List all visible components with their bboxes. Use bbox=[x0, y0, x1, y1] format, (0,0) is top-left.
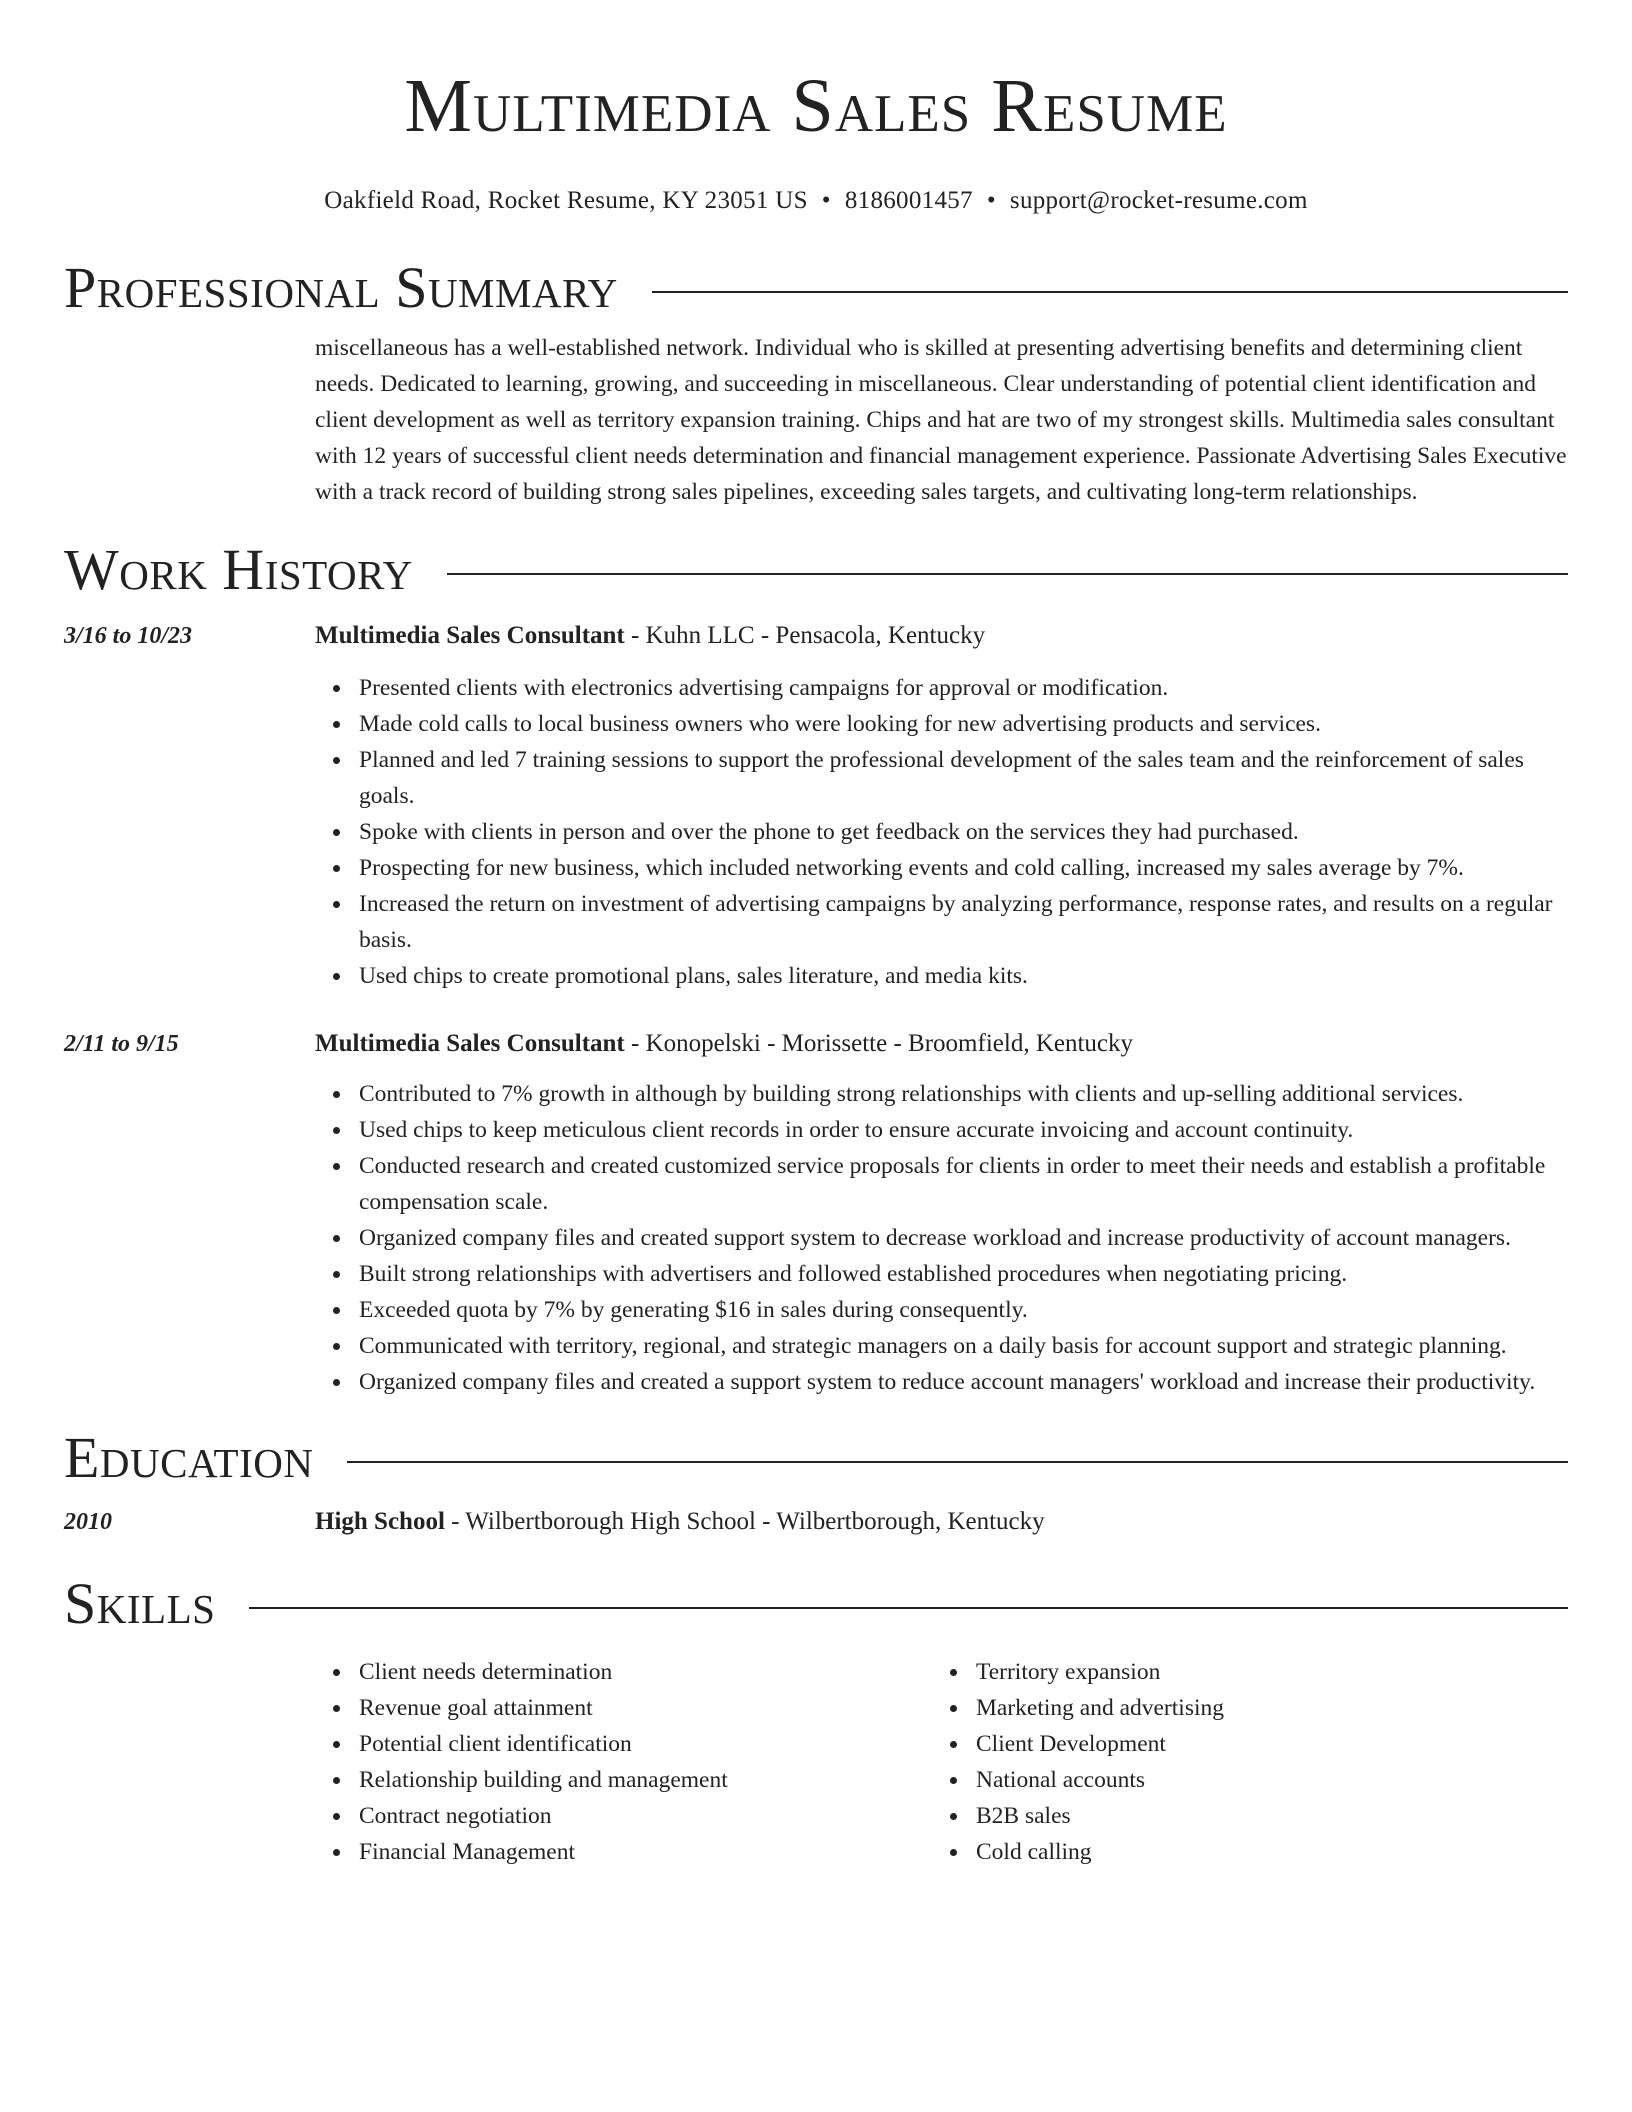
job-bullets bbox=[64, 670, 1568, 994]
resume-title: Multimedia Sales Resume bbox=[404, 64, 1228, 148]
contact-separator: • bbox=[986, 187, 996, 214]
summary-text: miscellaneous has a well-established network. Individual who is skilled at presenting advertising benefits and determining client needs. Dedicated to learning, growing, and succeeding in miscellaneous. Clear understanding of potential client identification and client development as well as territory expansion training. Chips and hat are two of my strongest skills. Multimedia sales consultant with 12 years of successful client needs determination and financial management experience. Passionate Advertising Sales Executive with a track record of building strong sales pipelines, exceeding sales targets, and cultivating long-term relationships. bbox=[315, 335, 1567, 505]
contact-phone: 8186001457 bbox=[844, 187, 973, 214]
list-item: Used chips to create promotional plans, sales literature, and media kits. bbox=[359, 958, 1568, 994]
education-details: - Wilbertborough High School - Wilbertborough, Kentucky bbox=[444, 1508, 1045, 1535]
skills-section-header bbox=[64, 1568, 1568, 1640]
list-item: Organized company files and created support system to decrease workload and increase productivity of account managers. bbox=[359, 1220, 1568, 1256]
job-title: Multimedia Sales Consultant bbox=[315, 622, 625, 649]
list-item: Exceeded quota by 7% by generating $16 in sales during consequently. bbox=[359, 1292, 1568, 1328]
section-divider bbox=[347, 1461, 1568, 1463]
section-divider bbox=[447, 573, 1568, 575]
education-section-header bbox=[64, 1422, 1568, 1494]
skill-item: Revenue goal attainment bbox=[359, 1690, 932, 1726]
skill-item: Cold calling bbox=[976, 1834, 1549, 1870]
section-divider bbox=[249, 1607, 1568, 1609]
list-item: Planned and led 7 training sessions to support the professional development of the sales team and the reinforcement of sales goals. bbox=[359, 742, 1568, 814]
skill-item: Financial Management bbox=[359, 1834, 932, 1870]
job-entry bbox=[64, 616, 1568, 994]
list-item: Made cold calls to local business owners who were looking for new advertising products and services. bbox=[359, 706, 1568, 742]
contact-address: Oakfield Road, Rocket Resume, KY 23051 US bbox=[324, 187, 808, 214]
job-title-line bbox=[315, 1024, 1133, 1064]
list-item: Prospecting for new business, which included networking events and cold calling, increased my sales average by 7%. bbox=[359, 850, 1568, 886]
job-bullets bbox=[64, 1076, 1568, 1400]
education-heading: Education bbox=[64, 1425, 314, 1490]
job-entry bbox=[64, 1024, 1568, 1400]
contact-separator: • bbox=[821, 187, 831, 214]
skill-item: Client needs determination bbox=[359, 1654, 932, 1690]
list-item: Contributed to 7% growth in although by building strong relationships with clients and up-selling additional services. bbox=[359, 1076, 1568, 1112]
section-divider bbox=[652, 291, 1568, 293]
skills-column-right bbox=[932, 1654, 1549, 1870]
skills-column-left bbox=[315, 1654, 932, 1870]
skills-heading: Skills bbox=[64, 1571, 216, 1636]
skill-item: National accounts bbox=[976, 1762, 1549, 1798]
work-heading: Work History bbox=[64, 537, 413, 602]
list-item: Used chips to keep meticulous client records in order to ensure accurate invoicing and account continuity. bbox=[359, 1112, 1568, 1148]
skill-item: Territory expansion bbox=[976, 1654, 1549, 1690]
job-dates: 3/16 to 10/23 bbox=[64, 623, 193, 649]
work-section-header bbox=[64, 534, 1568, 606]
education-degree: High School bbox=[315, 1508, 445, 1535]
skill-item: B2B sales bbox=[976, 1798, 1549, 1834]
job-details: - Kuhn LLC - Pensacola, Kentucky bbox=[624, 622, 986, 649]
contact-email: support@rocket-resume.com bbox=[1009, 187, 1308, 214]
list-item: Increased the return on investment of advertising campaigns by analyzing performance, response rates, and results on a regular basis. bbox=[359, 886, 1568, 958]
skill-item: Relationship building and management bbox=[359, 1762, 932, 1798]
contact-line bbox=[64, 186, 1568, 216]
list-item: Conducted research and created customized service proposals for clients in order to meet their needs and establish a profitable compensation scale. bbox=[359, 1148, 1568, 1220]
list-item: Organized company files and created a support system to reduce account managers' workload and increase their productivity. bbox=[359, 1364, 1568, 1400]
skill-item: Potential client identification bbox=[359, 1726, 932, 1762]
summary-section-header bbox=[64, 252, 1568, 324]
education-entry bbox=[64, 1502, 1568, 1542]
job-dates: 2/11 to 9/15 bbox=[64, 1031, 179, 1057]
job-title: Multimedia Sales Consultant bbox=[315, 1030, 625, 1057]
skill-item: Contract negotiation bbox=[359, 1798, 932, 1834]
summary-heading: Professional Summary bbox=[64, 255, 618, 320]
job-title-line bbox=[315, 616, 985, 656]
skill-item: Client Development bbox=[976, 1726, 1549, 1762]
list-item: Presented clients with electronics advertising campaigns for approval or modification. bbox=[359, 670, 1568, 706]
education-year: 2010 bbox=[64, 1509, 112, 1535]
job-details: - Konopelski - Morissette - Broomfield, Kentucky bbox=[624, 1030, 1134, 1057]
education-line bbox=[315, 1502, 1045, 1542]
skill-item: Marketing and advertising bbox=[976, 1690, 1549, 1726]
skills-list bbox=[315, 1654, 1568, 1870]
list-item: Built strong relationships with advertisers and followed established procedures when negotiating pricing. bbox=[359, 1256, 1568, 1292]
list-item: Spoke with clients in person and over the phone to get feedback on the services they had purchased. bbox=[359, 814, 1568, 850]
list-item: Communicated with territory, regional, and strategic managers on a daily basis for account support and strategic planning. bbox=[359, 1328, 1568, 1364]
